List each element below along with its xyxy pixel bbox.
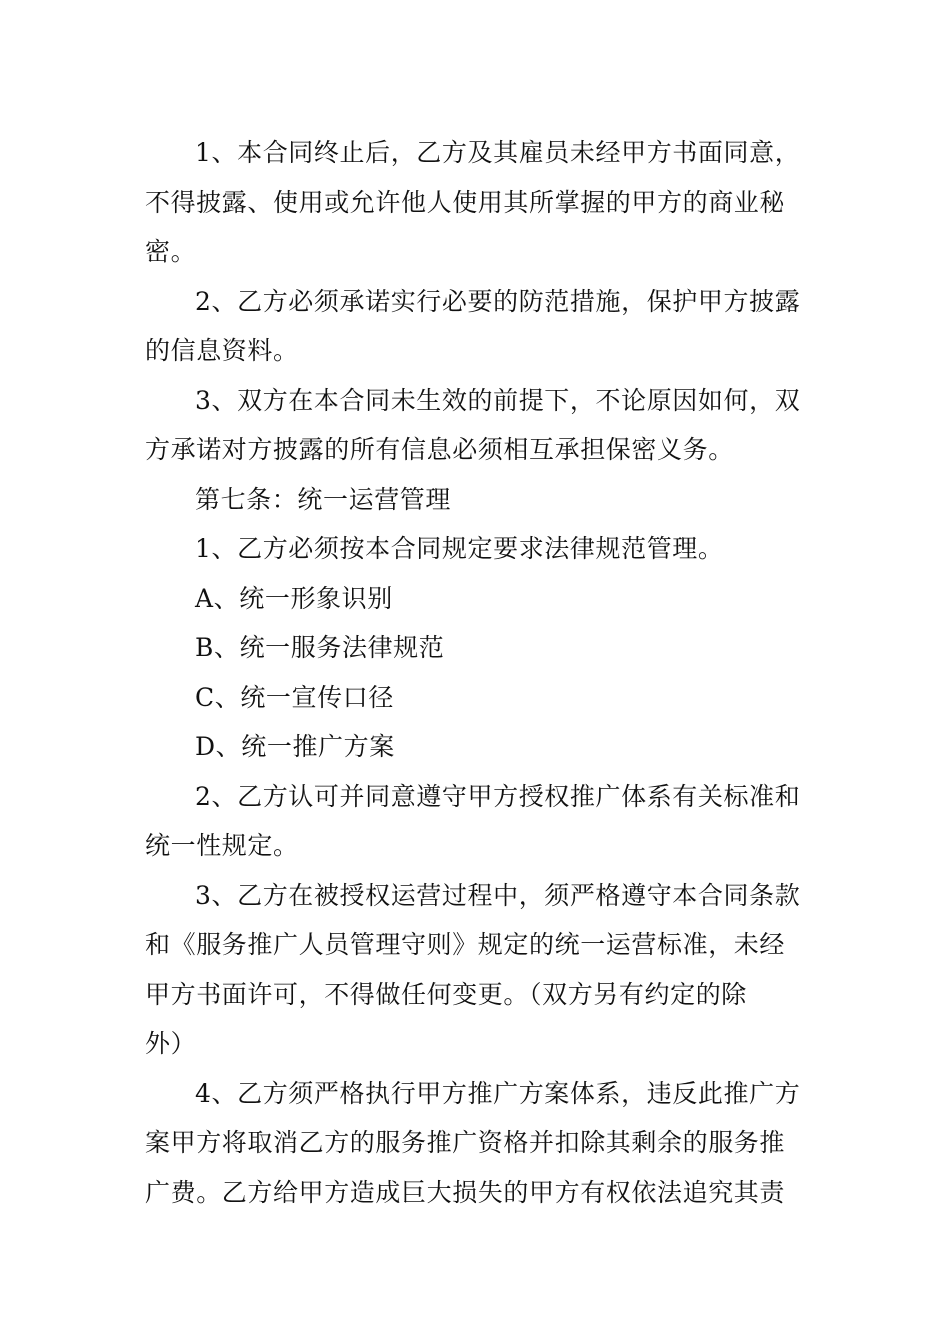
paragraph-line: 统一性规定。	[145, 831, 299, 860]
paragraph-line: 和《服务推广人员管理守则》规定的统一运营标准，未经	[145, 930, 786, 959]
paragraph-line: 不得披露、使用或允许他人使用其所掌握的甲方的商业秘	[145, 187, 786, 217]
section-heading: 第七条：统一运营管理	[195, 484, 452, 514]
paragraph-line: 3、双方在本合同未生效的前提下，不论原因如何，双	[195, 385, 801, 415]
paragraph-line: 3、乙方在被授权运营过程中，须严格遵守本合同条款	[195, 880, 801, 910]
paragraph-line: 密。	[145, 237, 197, 266]
paragraph-line: 2、乙方认可并同意遵守甲方授权推广体系有关标准和	[195, 781, 801, 811]
paragraph-line: 1、本合同终止后，乙方及其雇员未经甲方书面同意，	[195, 138, 801, 167]
paragraph-line: 外）	[145, 1029, 197, 1058]
paragraph-line: 方承诺对方披露的所有信息必须相互承担保密义务。	[145, 435, 734, 464]
document-page	[145, 128, 805, 1217]
list-item: C、统一宣传口径	[195, 682, 394, 712]
paragraph-line: 2、乙方必须承诺实行必要的防范措施，保护甲方披露	[195, 286, 801, 316]
paragraph-line: 4、乙方须严格执行甲方推广方案体系，违反此推广方	[195, 1078, 801, 1108]
paragraph-line: 广费。乙方给甲方造成巨大损失的甲方有权依法追究其责	[145, 1177, 786, 1207]
paragraph-line: 的信息资料。	[145, 336, 299, 365]
list-item: B、统一服务法律规范	[195, 633, 445, 662]
list-item: D、统一推广方案	[195, 732, 395, 761]
list-item: A、统一形象识别	[195, 583, 393, 613]
paragraph-line: 甲方书面许可，不得做任何变更。（双方另有约定的除	[145, 979, 747, 1009]
paragraph-line: 1、乙方必须按本合同规定要求法律规范管理。	[195, 534, 724, 563]
paragraph-line: 案甲方将取消乙方的服务推广资格并扣除其剩余的服务推	[145, 1128, 786, 1157]
